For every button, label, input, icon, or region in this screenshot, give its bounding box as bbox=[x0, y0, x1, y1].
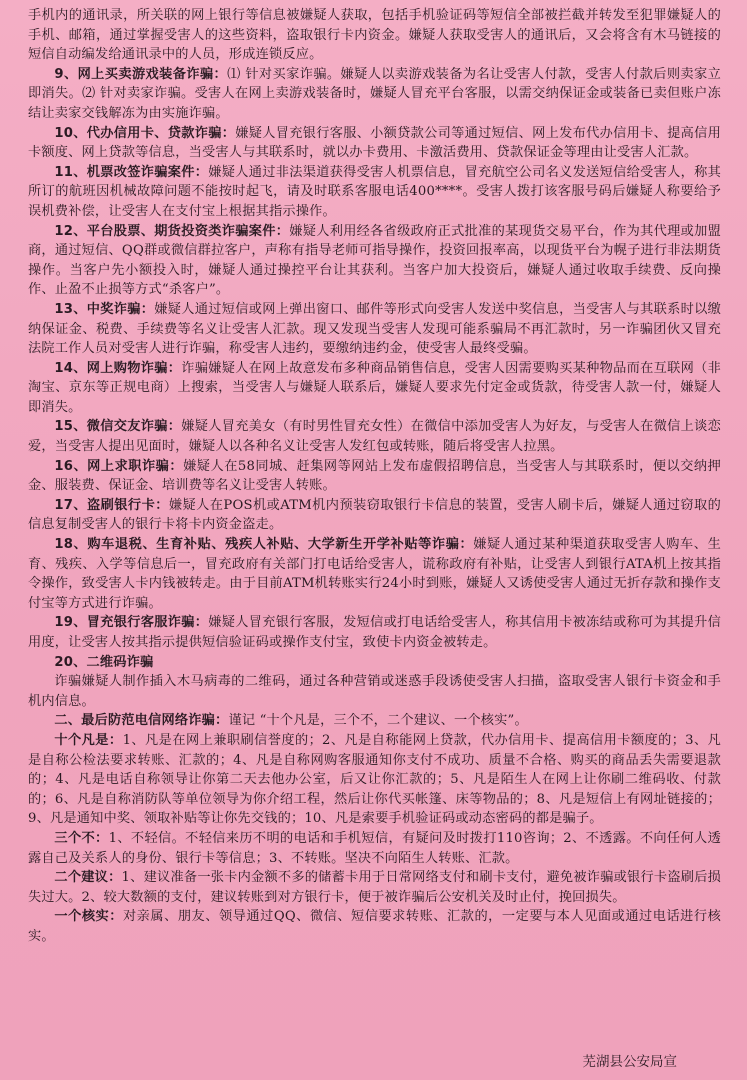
fraud-item-head: 20、二维码诈骗 bbox=[54, 654, 154, 670]
fraud-item-body: ⑴ 针对买家诈骗。嫌疑人以卖游戏装备为名让受害人付款，受害人付款后则卖家立即消失。⑵ 针对卖家诈骗。受害人在网上卖游戏装备时，嫌疑人冒充平台客服，以需交纳保证金或装备已卖但账户冻结让卖家交钱解冻为由实施诈骗。 bbox=[28, 66, 721, 121]
fraud-item-11 bbox=[28, 163, 721, 222]
fraud-item-18 bbox=[28, 535, 721, 613]
fraud-item-body: 嫌疑人在POS机或ATM机内预装窃取银行卡信息的装置，受害人刷卡后，嫌疑人通过窃取的信息复制受害人的银行卡将卡内资金盗走。 bbox=[28, 497, 721, 533]
fraud-item-17 bbox=[28, 496, 721, 535]
three-nos-body: 1、不轻信。不轻信来历不明的电话和手机短信，有疑问及时拨打110咨询；2、不透露。不向任何人透露自己及关系人的身份、银行卡等信息；3、不转账。坚决不向陌生人转账、汇款。 bbox=[28, 830, 721, 866]
ten-rules-head: 十个凡是： bbox=[54, 732, 123, 748]
two-suggestions-body: 1、建议准备一张卡内金额不多的储蓄卡用于日常网络支付和刷卡支付，避免被诈骗或银行卡盗刷后损失过大。2、较大数额的支付，建议转账到对方银行卡，便于被诈骗后公安机关及时止付，挽回损失。 bbox=[28, 870, 722, 905]
fraud-item-head: 18、购车退税、生育补贴、残疾人补贴、大学新生开学补贴等诈骗： bbox=[54, 537, 474, 553]
fraud-item-head: 10、代办信用卡、贷款诈骗： bbox=[54, 125, 236, 141]
fraud-item-body: 嫌疑人通过非法渠道获得受害人机票信息，冒充航空公司名义发送短信给受害人，称其所订的航班因机械故障问题不能按时起飞，请及时联系客服电话400****。受害人拨打该客服号码后嫌疑人称要给予误机费补偿，让受害人在支付宝上根据其指示操作。 bbox=[28, 164, 721, 219]
section-two-body: 谨记 “十个凡是，三个不，二个建议、一个核实”。 bbox=[228, 713, 528, 729]
intro-paragraph: 手机内的通讯录，所关联的网上银行等信息被嫌疑人获取，包括手机验证码等短信全部被拦截并转发至犯罪嫌疑人的手机、邮箱，通过掌握受害人的这些资料，盗取银行卡内资金。嫌疑人获取受害人的通讯后，又会将含有木马链接的短信自动编发给通讯录中的人员，形成连锁反应。 bbox=[28, 8, 721, 63]
fraud-item-19 bbox=[28, 613, 721, 652]
fraud-item-body: 嫌疑人冒充银行客服、小额贷款公司等通过短信、网上发布代办信用卡、提高信用卡额度、网上贷款等信息，当受害人与其联系时，就以办卡费用、卡激活费用、贷款保证金等理由让受害人汇款。 bbox=[28, 125, 721, 161]
fraud-item-20 bbox=[28, 653, 721, 673]
fraud-item-head: 17、盗刷银行卡： bbox=[54, 497, 169, 513]
ten-rules-paragraph bbox=[28, 731, 721, 829]
fraud-item-body: 嫌疑人冒充银行客服，发短信或打电话给受害人，称其信用卡被冻结或称可为其提升信用度，让受害人按其指示提供短信验证码或操作支付宝，致使卡内资金被转走。 bbox=[28, 615, 721, 650]
fraud-item-head: 13、中奖诈骗： bbox=[54, 301, 155, 317]
fraud-item-body: 嫌疑人冒充美女（有时男性冒充女性）在微信中添加受害人为好友，与受害人在微信上谈恋爱，当受害人提出见面时，嫌疑人以各种名义让受害人发红包或转账，随后将受害人拉黑。 bbox=[28, 419, 721, 455]
ten-rules-body: 1、凡是在网上兼职刷信誉度的；2、凡是自称能网上贷款，代办信用卡、提高信用卡额度的；3、凡是自称公检法要求转账、汇款的；4、凡是自称网购客服通知你支付不成功、质量不合格、购买的商品丢失需要退款的；4、凡是电话自称领导让你第二天去他办公室，后又让你汇款的；5、凡是陌生人在网上让你刷二维码收、付款的；6、凡是自称消防队等单位领导为你介绍工程，然后让你代买帐篷、床等物品的；8、凡是短信上有网址链接的；9、凡是通知中奖、领取补贴等让你先交钱的；10、凡是索要手机验证码或动态密码的都是骗子。 bbox=[28, 732, 722, 827]
one-verify-head: 一个核实： bbox=[54, 909, 123, 925]
qr-code-paragraph: 诈骗嫌疑人制作插入木马病毒的二维码，通过各种营销或迷惑手段诱使受害人扫描，盗取受害人银行卡资金和手机内信息。 bbox=[28, 674, 721, 709]
one-verify-body: 对亲属、朋友、领导通过QQ、微信、短信要求转账、汇款的，一定要与本人见面或通过电话进行核实。 bbox=[28, 909, 722, 944]
fraud-item-9 bbox=[28, 65, 721, 124]
section-two-head: 二、最后防范电信网络诈骗： bbox=[54, 713, 229, 729]
fraud-item-head: 15、微信交友诈骗： bbox=[54, 419, 182, 435]
fraud-item-15 bbox=[28, 417, 721, 456]
fraud-item-16 bbox=[28, 457, 721, 496]
fraud-item-head: 9、网上买卖游戏装备诈骗： bbox=[54, 66, 228, 82]
three-nos-paragraph bbox=[28, 829, 721, 868]
fraud-item-list bbox=[28, 65, 721, 672]
fraud-item-head: 16、网上求职诈骗： bbox=[54, 458, 184, 474]
fraud-item-10 bbox=[28, 124, 721, 163]
section-two-heading bbox=[28, 711, 721, 731]
fraud-item-body: 嫌疑人通过短信或网上弹出窗口、邮件等形式向受害人发送中奖信息，当受害人与其联系时以缴纳保证金、税费、手续费等名义让受害人汇款。现又发现当受害人发现可能系骗局不再汇款时，另一诈骗团伙又冒充法院工作人员对受害人进行诈骗，称受害人违约，要缴纳违约金，使受害人最终受骗。 bbox=[28, 301, 721, 357]
two-suggestions-paragraph bbox=[28, 868, 721, 907]
fraud-item-head: 19、冒充银行客服诈骗： bbox=[54, 615, 209, 631]
fraud-item-13 bbox=[28, 300, 721, 359]
one-verify-paragraph bbox=[28, 907, 721, 946]
fraud-item-head: 11、机票改签诈骗案件： bbox=[54, 164, 209, 180]
fraud-item-14 bbox=[28, 359, 721, 418]
issuer-signature: 芜湖县公安局宣 bbox=[582, 1054, 677, 1070]
three-nos-head: 三个不： bbox=[54, 830, 109, 846]
fraud-item-body: 嫌疑人通过某种渠道获取受害人购车、生育、残疾、入学等信息后一，冒充政府有关部门打电话给受害人，谎称政府有补贴，让受害人到银行ATA机上按其指令操作，致受害人卡内钱被转走。由于目前ATM机转账实行24小时到账，嫌疑人又诱使受害人通过无折存款和操作支付宝等方式进行诈骗。 bbox=[28, 537, 721, 611]
fraud-item-head: 14、网上购物诈骗： bbox=[54, 360, 182, 376]
two-suggestions-head: 二个建议： bbox=[54, 870, 122, 886]
fraud-item-head: 12、平台股票、期货投资类诈骗案件： bbox=[54, 223, 290, 239]
fraud-item-body: 嫌疑人在58同城、赶集网等网站上发布虚假招聘信息，当受害人与其联系时，便以交纳押金、服装费、保证金、培训费等名义让受害人转账。 bbox=[28, 458, 721, 494]
fraud-item-body: 诈骗嫌疑人在网上故意发布多种商品销售信息，受害人因需要购买某种物品而在互联网（非淘宝、京东等正规电商）上搜索，当受害人与嫌疑人联系后，嫌疑人要求先付定金或货款，待受害人款一付，嫌疑人即消失。 bbox=[28, 360, 721, 415]
fraud-item-12 bbox=[28, 222, 721, 300]
fraud-item-body: 嫌疑人利用经各省级政府正式批准的某现货交易平台，作为其代理或加盟商，通过短信、QQ群或微信群拉客户，声称有指导老师可指导操作，投资回报率高，以现货平台为幌子进行非法期货操作。当客户先小额投入时，嫌疑人通过操控平台让其获利。当客户加大投资后，嫌疑人通过收取手续费、反向操作、止盈不止损等方式“杀客户”。 bbox=[28, 223, 721, 298]
